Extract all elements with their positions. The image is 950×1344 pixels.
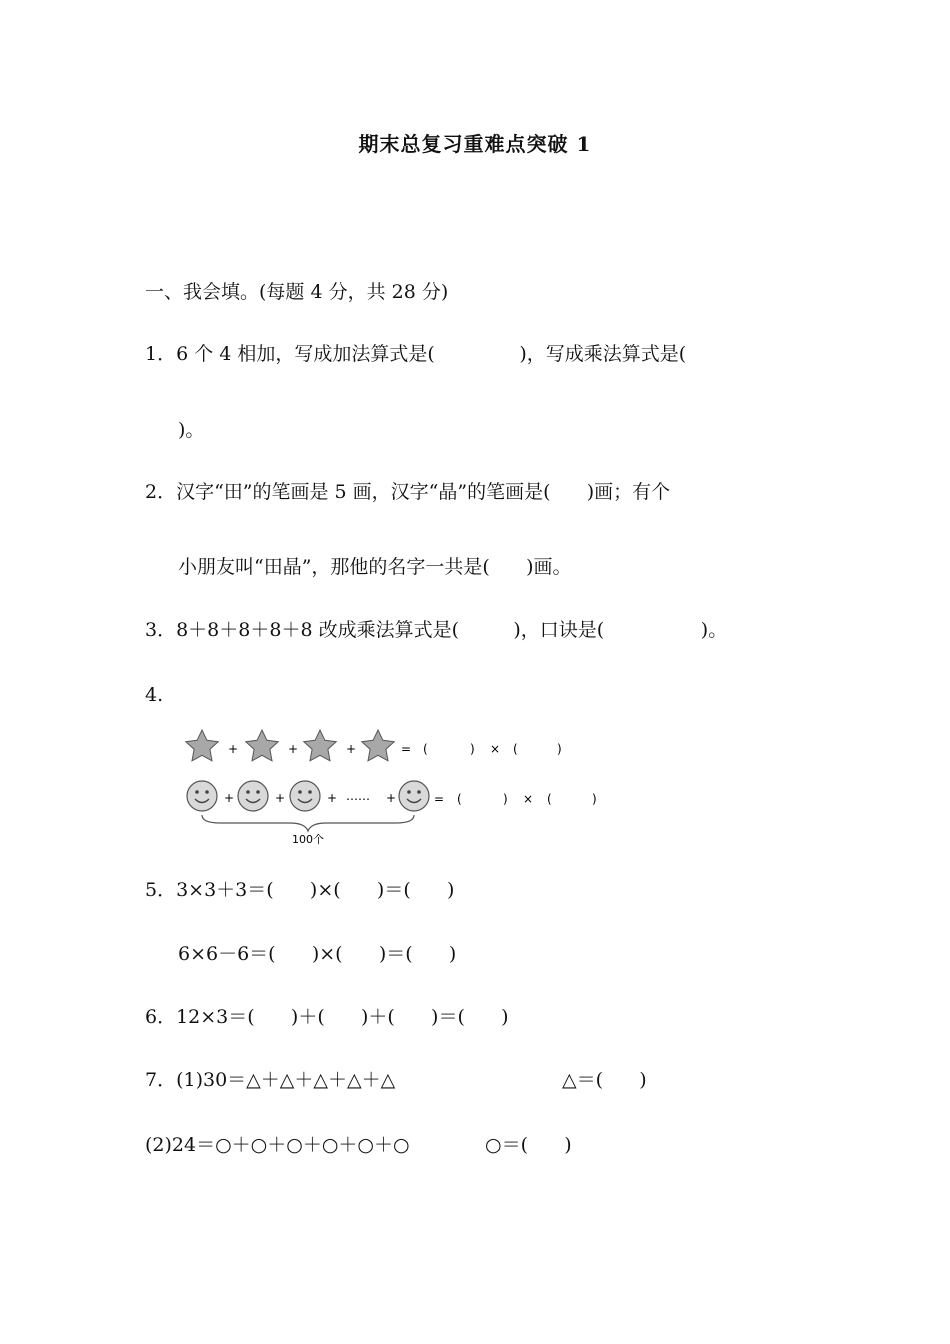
paren-open: ( bbox=[547, 792, 552, 806]
question-7-line-2-right: ○＝( ) bbox=[485, 1134, 572, 1156]
question-2-line-2: 小朋友叫“田晶”，那他的名字一共是( )画。 bbox=[178, 556, 572, 578]
smiley-face-icon bbox=[238, 781, 268, 811]
star-icon bbox=[304, 730, 336, 761]
brace bbox=[202, 815, 414, 831]
plus-sign: + bbox=[386, 791, 397, 805]
plus-sign: + bbox=[327, 791, 338, 805]
question-2-line-1: 2．汉字“田”的笔画是 5 画，汉字“晶”的笔画是( )画；有个 bbox=[145, 481, 671, 503]
star-icon bbox=[246, 730, 278, 761]
plus-sign: + bbox=[224, 791, 235, 805]
plus-sign: + bbox=[275, 791, 286, 805]
question-1-line-1: 1．6 个 4 相加，写成加法算式是( )，写成乘法算式是( bbox=[145, 343, 687, 365]
question-7-line-1-left: 7．(1)30＝△＋△＋△＋△＋△ bbox=[145, 1069, 396, 1091]
plus-sign: + bbox=[288, 742, 299, 756]
paren-close: ) bbox=[503, 792, 508, 806]
star-smiley-figure bbox=[180, 725, 620, 855]
plus-sign: + bbox=[228, 742, 239, 756]
question-3-line-1: 3．8＋8＋8＋8＋8 改成乘法算式是( )，口诀是( )。 bbox=[145, 619, 728, 641]
question-5-line-1: 5．3×3＋3＝( )×( )＝( ) bbox=[145, 879, 455, 901]
question-6-line-1: 6．12×3＝( )＋( )＋( )＝( ) bbox=[145, 1006, 509, 1028]
equals-sign: = bbox=[434, 792, 445, 806]
ellipsis: …… bbox=[346, 789, 370, 803]
brace-label: 100个 bbox=[292, 833, 324, 846]
question-4-label: 4. bbox=[145, 684, 164, 706]
section-heading: 一、我会填。(每题 4 分，共 28 分) bbox=[145, 281, 449, 303]
times-sign: × bbox=[490, 742, 501, 756]
times-sign: × bbox=[523, 792, 534, 806]
paren-close: ) bbox=[592, 792, 597, 806]
smiley-face-icon bbox=[399, 781, 429, 811]
smiley-face-icon bbox=[290, 781, 320, 811]
question-7-line-2-left: (2)24＝○＋○＋○＋○＋○＋○ bbox=[145, 1134, 410, 1156]
question-7-line-1-right: △＝( ) bbox=[562, 1069, 647, 1091]
plus-sign: + bbox=[346, 742, 357, 756]
star-icon bbox=[362, 730, 394, 761]
paren-close: ) bbox=[470, 742, 475, 756]
page-title: 期末总复习重难点突破 1 bbox=[358, 132, 592, 156]
paren-open: ( bbox=[423, 742, 428, 756]
question-5-line-2: 6×6－6＝( )×( )＝( ) bbox=[178, 943, 457, 965]
paren-open: ( bbox=[513, 742, 518, 756]
paren-close: ) bbox=[557, 742, 562, 756]
smiley-face-icon bbox=[187, 781, 217, 811]
question-1-line-2: )。 bbox=[178, 419, 205, 441]
equals-sign: = bbox=[401, 742, 412, 756]
star-icon bbox=[186, 730, 218, 761]
paren-open: ( bbox=[457, 792, 462, 806]
